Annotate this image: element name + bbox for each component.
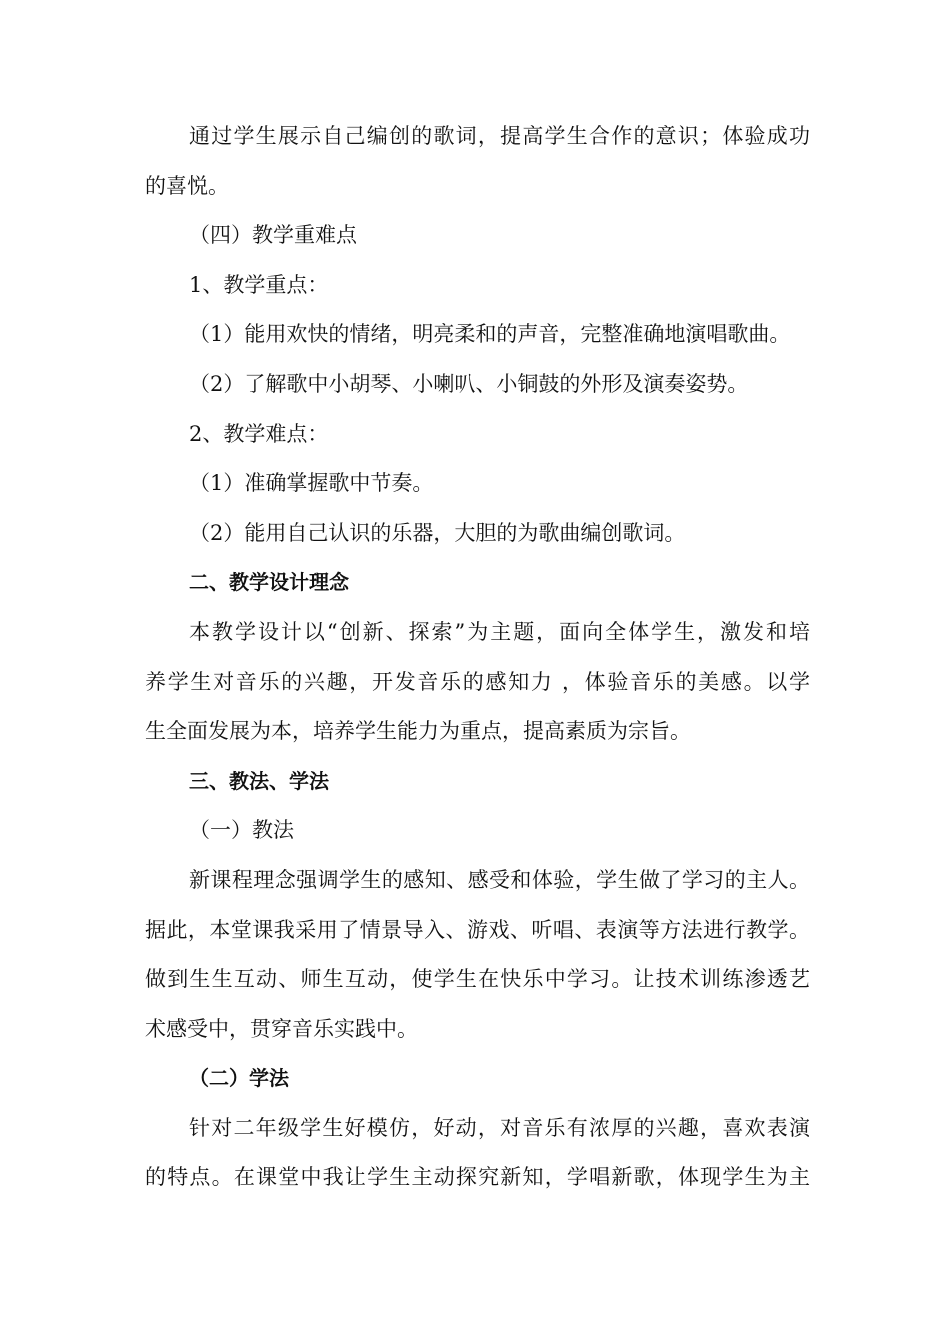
paragraph-line: 据此，本堂课我采用了情景导入、游戏、听唱、表演等方法进行教学。 — [145, 917, 810, 942]
list-item: （2）能用自己认识的乐器，大胆的为歌曲编创歌词。 — [189, 520, 686, 545]
paragraph-line: 做到生生互动、师生互动，使学生在快乐中学习。让技术训练渗透艺 — [145, 967, 810, 992]
section-heading: （四）教学重难点 — [189, 223, 357, 248]
chapter-heading: 三、教法、学法 — [189, 768, 329, 793]
document-body — [145, 112, 810, 1203]
paragraph-line: 的特点。在课堂中我让学生主动探究新知，学唱新歌，体现学生为主 — [145, 1165, 810, 1190]
paragraph-line: 术感受中，贯穿音乐实践中。 — [145, 1016, 418, 1041]
list-item: （1）准确掌握歌中节奏。 — [189, 471, 434, 496]
subsection-heading: 1、教学重点： — [189, 272, 329, 297]
list-item: （2）了解歌中小胡琴、小喇叭、小铜鼓的外形及演奏姿势。 — [189, 371, 749, 396]
paragraph-line: 本教学设计以“创新、探索”为主题，面向全体学生，激发和培 — [189, 619, 810, 644]
paragraph-line: 新课程理念强调学生的感知、感受和体验，学生做了学习的主人。 — [189, 867, 810, 892]
section-heading: （二）学法 — [189, 1066, 289, 1091]
paragraph-line: 养学生对音乐的兴趣，开发音乐的感知力 ，体验音乐的美感。以学 — [145, 669, 810, 694]
paragraph-line: 的喜悦。 — [145, 173, 229, 198]
list-item: （1）能用欢快的情绪，明亮柔和的声音，完整准确地演唱歌曲。 — [189, 322, 791, 347]
subsection-heading: 2、教学难点： — [189, 421, 329, 446]
chapter-heading: 二、教学设计理念 — [189, 570, 349, 595]
section-heading: （一）教法 — [189, 818, 294, 843]
paragraph-line: 通过学生展示自己编创的歌词，提高学生合作的意识；体验成功 — [189, 124, 810, 148]
paragraph-line: 生全面发展为本，培养学生能力为重点，提高素质为宗旨。 — [145, 719, 691, 744]
paragraph-line: 针对二年级学生好模仿，好动，对音乐有浓厚的兴趣，喜欢表演 — [189, 1115, 810, 1140]
